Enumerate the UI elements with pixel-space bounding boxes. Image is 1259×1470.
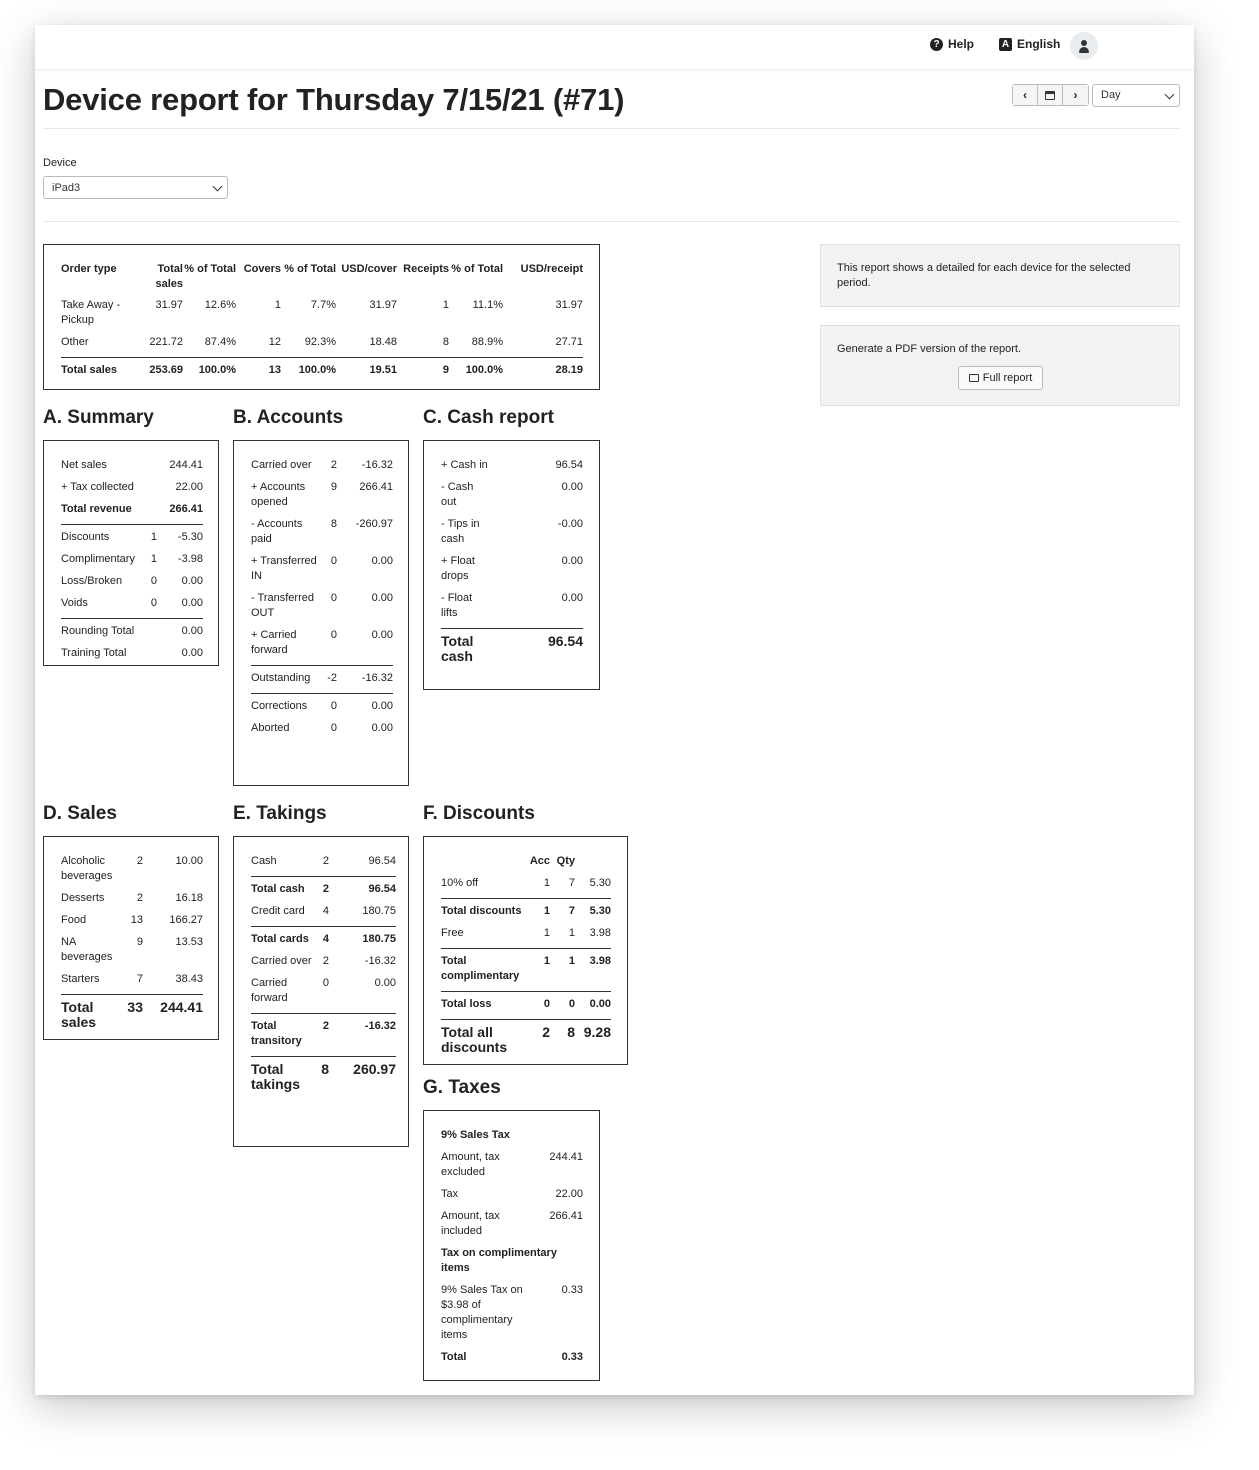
table-row <box>61 935 203 972</box>
table-cell: + Cash in <box>441 459 488 471</box>
table-cell: Training Total <box>61 647 127 659</box>
table-cell: Total takings <box>251 1057 313 1100</box>
table-cell: 0.00 <box>181 597 203 609</box>
table-row <box>61 298 583 335</box>
table-cell: 2 <box>322 955 329 967</box>
table-cell: 1 <box>543 877 550 889</box>
table-cell: 0.00 <box>157 619 203 647</box>
table-cell: 0.00 <box>371 722 393 734</box>
table-row <box>61 458 203 480</box>
table-cell: 0.00 <box>561 481 583 493</box>
table-cell: - Cash out <box>441 481 474 508</box>
table-cell: Corrections <box>251 694 317 722</box>
table-cell: 10.00 <box>175 855 203 867</box>
table-cell: 7 <box>136 973 143 985</box>
chevron-right-icon: › <box>1073 88 1078 102</box>
table-cell: 9 <box>136 936 143 948</box>
table-cell: 12.6% <box>204 299 236 311</box>
table-cell: 244.41 <box>169 459 203 471</box>
table-cell: -2 <box>317 666 337 694</box>
table-cell: -16.32 <box>361 459 393 471</box>
table-cell <box>141 619 157 647</box>
table-row <box>251 694 393 722</box>
table-row <box>61 525 203 553</box>
tax-heading: 9% Sales Tax <box>441 1129 510 1141</box>
table-cell: Other <box>61 336 89 348</box>
column-header: % of Total <box>284 263 336 275</box>
table-row <box>441 899 611 927</box>
calendar-icon <box>1045 91 1055 100</box>
section-title: C. Cash report <box>423 407 554 428</box>
table-cell: 260.97 <box>329 1057 396 1100</box>
table-cell: 96.54 <box>491 629 583 672</box>
column-header <box>575 854 611 876</box>
table-cell: 266.41 <box>549 1210 583 1222</box>
full-report-label: Full report <box>982 371 1033 384</box>
table-cell: Complimentary <box>61 553 135 565</box>
table-row <box>251 1014 396 1057</box>
table-row <box>441 992 611 1020</box>
table-cell <box>141 480 157 502</box>
user-icon <box>1081 40 1087 46</box>
table-cell: 92.3% <box>304 336 336 348</box>
table-row <box>441 458 583 480</box>
table-cell: 88.9% <box>471 336 503 348</box>
table-cell: Total sales <box>61 358 131 379</box>
table-cell: 2 <box>136 892 143 904</box>
table-row <box>251 628 393 666</box>
table-cell: Outstanding <box>251 666 317 694</box>
table-cell: 0 <box>330 555 337 567</box>
table-cell: Carried over <box>251 459 312 471</box>
help-label: Help <box>948 37 975 51</box>
table-cell: + Float drops <box>441 555 475 582</box>
table-cell: Discounts <box>61 525 141 553</box>
column-header <box>441 854 525 876</box>
table-row <box>61 646 203 668</box>
table-cell: 266.41 <box>169 503 203 515</box>
table-cell: 13 <box>130 914 143 926</box>
table-cell: 8 <box>442 336 449 348</box>
table-cell: 2 <box>313 1014 329 1057</box>
table-row <box>251 591 393 628</box>
table-cell: 9 <box>330 481 337 493</box>
table-cell: 244.41 <box>143 995 203 1038</box>
table-header-row <box>61 262 583 298</box>
table-row <box>441 1150 583 1187</box>
sales-table <box>61 854 203 1037</box>
table-cell: 0 <box>330 629 337 641</box>
column-header: Qty <box>556 855 575 867</box>
table-cell: Tax <box>441 1188 459 1200</box>
table-row <box>251 877 396 905</box>
column-header: USD/receipt <box>520 263 583 275</box>
table-cell: Total cards <box>251 927 313 955</box>
table-row <box>61 480 203 502</box>
report-description: This report shows a detailed for each device for the selected period. <box>837 262 1131 289</box>
table-cell: 3.98 <box>589 927 611 939</box>
table-cell: 1 <box>525 949 550 992</box>
language-switcher[interactable] <box>999 37 1060 51</box>
device-label: Device <box>43 157 77 169</box>
table-row <box>251 954 396 976</box>
table-cell: + Tax collected <box>61 481 134 493</box>
printer-icon <box>969 374 979 382</box>
table-cell: 0 <box>322 977 329 989</box>
column-header: Covers <box>243 263 281 275</box>
table-cell: 0.00 <box>371 629 393 641</box>
device-select[interactable] <box>43 176 228 199</box>
table-cell: Total transitory <box>251 1014 313 1057</box>
table-cell: Total cash <box>251 877 313 905</box>
table-cell: 100.0% <box>281 358 336 379</box>
table-cell: 8 <box>313 1057 329 1100</box>
table-cell: 1 <box>141 525 157 553</box>
table-cell: 4 <box>313 927 329 955</box>
table-cell: -260.97 <box>355 518 393 530</box>
table-row <box>441 517 583 554</box>
order-type-table <box>61 262 583 378</box>
table-row <box>61 502 203 525</box>
table-cell: 10% off <box>441 877 479 889</box>
table-cell: 0 <box>150 575 157 587</box>
table-cell: 19.51 <box>336 358 397 379</box>
table-cell: 0.00 <box>371 592 393 604</box>
table-row <box>441 949 611 992</box>
table-row <box>61 552 203 574</box>
device-select-value: iPad3 <box>52 182 81 194</box>
table-cell: 0 <box>330 592 337 604</box>
table-cell: 0 <box>150 597 157 609</box>
divider <box>43 221 1180 222</box>
table-cell: 0.00 <box>561 592 583 604</box>
table-cell: -16.32 <box>329 1014 396 1057</box>
table-cell: 5.30 <box>575 899 611 927</box>
discounts-panel <box>423 836 628 1065</box>
table-row <box>441 591 583 629</box>
table-cell: 5.30 <box>589 877 611 889</box>
table-cell: 0.33 <box>561 1284 583 1296</box>
table-cell: 12 <box>268 336 281 348</box>
table-cell: 1 <box>543 927 550 939</box>
table-cell: + Carried forward <box>251 629 297 656</box>
table-cell: 8 <box>550 1020 575 1063</box>
section-title: G. Taxes <box>423 1077 501 1098</box>
column-header: USD/cover <box>341 263 397 275</box>
table-cell: 2 <box>322 855 329 867</box>
table-cell: 0 <box>525 992 550 1020</box>
table-cell: 0.00 <box>181 647 203 659</box>
table-row <box>251 517 393 554</box>
table-cell: 18.48 <box>369 336 397 348</box>
table-header-row <box>441 854 611 876</box>
table-row <box>251 554 393 591</box>
table-cell: 96.54 <box>555 459 583 471</box>
table-row <box>61 972 203 995</box>
table-cell: - Float lifts <box>441 592 473 619</box>
table-cell: + Accounts opened <box>251 481 306 508</box>
table-cell: 0.00 <box>374 977 396 989</box>
calendar-button[interactable] <box>1038 85 1063 105</box>
table-cell: Carried forward <box>251 977 288 1004</box>
table-row <box>441 1209 583 1246</box>
table-cell: 180.75 <box>362 905 396 917</box>
table-cell: -16.32 <box>337 666 393 694</box>
table-cell: 166.27 <box>169 914 203 926</box>
table-cell: 2 <box>525 1020 550 1063</box>
table-cell: 1 <box>150 553 157 565</box>
table-row <box>441 1128 583 1150</box>
table-cell: 31.97 <box>155 299 183 311</box>
table-cell: 2 <box>313 877 329 905</box>
table-cell: 253.69 <box>131 358 183 379</box>
chevron-left-icon: ‹ <box>1023 88 1027 102</box>
table-cell: Aborted <box>251 722 290 734</box>
cash-report-table <box>441 458 583 671</box>
table-row <box>441 926 611 949</box>
table-cell <box>141 458 157 480</box>
table-cell: - Transferred OUT <box>251 592 314 619</box>
table-row <box>251 904 396 927</box>
table-total-row <box>61 995 203 1038</box>
language-label: English <box>1017 37 1061 51</box>
takings-table <box>251 854 396 1099</box>
table-cell: Starters <box>61 973 100 985</box>
help-icon: ? <box>930 38 943 51</box>
table-row <box>61 619 203 647</box>
full-report-button[interactable] <box>958 366 1043 390</box>
report-description-box <box>820 244 1180 307</box>
column-header: Acc <box>529 855 550 867</box>
table-cell: 96.54 <box>368 855 396 867</box>
table-cell: - Tips in cash <box>441 518 480 545</box>
discounts-table <box>441 854 611 1062</box>
column-header: % of Total <box>184 263 236 275</box>
table-cell: 0.00 <box>337 694 393 722</box>
table-row <box>251 854 396 877</box>
table-cell: Amount, tax excluded <box>441 1151 500 1178</box>
prev-day-button[interactable] <box>1013 85 1038 105</box>
table-row <box>441 876 611 899</box>
table-cell: 2 <box>136 855 143 867</box>
page-title: Device report for Thursday 7/15/21 (#71) <box>43 82 625 117</box>
table-cell: Total loss <box>441 992 525 1020</box>
table-cell: 100.0% <box>183 358 236 379</box>
report-window <box>35 25 1194 1395</box>
table-cell: 0.00 <box>575 992 611 1020</box>
section-title: D. Sales <box>43 803 117 824</box>
table-cell: Net sales <box>61 459 107 471</box>
table-row <box>61 913 203 935</box>
table-cell: 28.19 <box>503 358 583 379</box>
period-select-value: Day <box>1101 89 1121 101</box>
table-cell: 1 <box>550 949 575 992</box>
pdf-description: Generate a PDF version of the report. <box>837 343 1022 355</box>
table-cell: 0 <box>317 694 337 722</box>
table-row <box>251 927 396 955</box>
next-day-button[interactable] <box>1063 85 1088 105</box>
table-cell: Total complimentary <box>441 949 525 992</box>
cash-report-panel <box>423 440 600 690</box>
table-row <box>251 976 396 1014</box>
table-row <box>441 1246 583 1283</box>
table-cell: 33 <box>123 995 143 1038</box>
pdf-box <box>820 325 1180 406</box>
table-cell: -16.32 <box>364 955 396 967</box>
table-cell: 38.43 <box>175 973 203 985</box>
table-cell: 0 <box>330 722 337 734</box>
table-cell: -0.00 <box>557 518 583 530</box>
column-header: % of Total <box>451 263 503 275</box>
chevron-down-icon <box>213 182 223 192</box>
column-header: Receipts <box>403 263 449 275</box>
table-cell: 7 <box>550 899 575 927</box>
table-cell: 16.18 <box>175 892 203 904</box>
accounts-table <box>251 458 393 743</box>
table-cell: 13.53 <box>175 936 203 948</box>
table-cell: 100.0% <box>449 358 503 379</box>
table-row <box>441 480 583 517</box>
table-total-row <box>441 1020 611 1063</box>
accounts-panel <box>233 440 409 786</box>
table-cell: Take Away - Pickup <box>61 299 121 326</box>
table-cell: 221.72 <box>149 336 183 348</box>
table-row <box>441 1283 583 1350</box>
section-title: E. Takings <box>233 803 327 824</box>
table-cell: 7 <box>568 877 575 889</box>
table-row <box>441 1187 583 1209</box>
table-row <box>61 854 203 891</box>
table-cell: Carried over <box>251 955 312 967</box>
table-total-row <box>441 629 583 672</box>
table-cell: 1 <box>568 927 575 939</box>
table-row <box>61 596 203 619</box>
table-cell: 87.4% <box>204 336 236 348</box>
table-cell: Total all discounts <box>441 1020 525 1063</box>
table-cell: 96.54 <box>329 877 396 905</box>
table-cell: -5.30 <box>157 525 203 553</box>
takings-panel <box>233 836 409 1147</box>
taxes-table <box>441 1128 583 1372</box>
table-cell: Total cash <box>441 629 491 672</box>
table-row <box>251 480 393 517</box>
table-cell: 0.33 <box>561 1351 583 1363</box>
language-icon: A <box>999 38 1012 51</box>
table-cell: + Transferred IN <box>251 555 317 582</box>
table-cell: Total discounts <box>441 899 525 927</box>
table-cell: Total revenue <box>61 503 132 515</box>
summary-table <box>61 458 203 668</box>
user-avatar-button[interactable] <box>1070 32 1098 60</box>
table-cell: 31.97 <box>555 299 583 311</box>
table-cell: 7.7% <box>310 299 336 311</box>
date-navigation <box>1012 84 1089 106</box>
table-row <box>61 574 203 596</box>
table-cell: 27.71 <box>555 336 583 348</box>
divider <box>43 128 1180 129</box>
table-cell: Total sales <box>61 995 123 1038</box>
tax-comp-heading: Tax on complimentary items <box>441 1247 557 1274</box>
table-cell: 1 <box>442 299 449 311</box>
summary-panel <box>43 440 219 666</box>
table-cell <box>141 646 157 668</box>
table-cell: 11.1% <box>472 299 503 311</box>
table-cell: Cash <box>251 855 277 867</box>
table-cell: 22.00 <box>555 1188 583 1200</box>
top-navbar <box>35 25 1194 69</box>
section-title: F. Discounts <box>423 803 535 824</box>
table-cell: Food <box>61 914 87 926</box>
table-cell: 1 <box>525 899 550 927</box>
table-row <box>251 721 393 743</box>
table-cell: 9% Sales Tax on $3.98 of complimentary items <box>441 1284 523 1341</box>
table-cell: 9.28 <box>575 1020 611 1063</box>
table-cell: 8 <box>330 518 337 530</box>
table-cell: 2 <box>330 459 337 471</box>
table-cell: 0.00 <box>181 575 203 587</box>
table-row <box>61 891 203 913</box>
section-title: B. Accounts <box>233 407 344 428</box>
section-title: A. Summary <box>43 407 154 428</box>
taxes-panel <box>423 1110 600 1381</box>
table-cell: 0.00 <box>371 555 393 567</box>
table-total-row <box>251 1057 396 1100</box>
table-cell: Loss/Broken <box>61 575 123 587</box>
table-cell: 244.41 <box>549 1151 583 1163</box>
table-row <box>251 666 393 694</box>
table-cell: Amount, tax included <box>441 1210 500 1237</box>
table-cell: 180.75 <box>329 927 396 955</box>
table-cell: 4 <box>322 905 329 917</box>
table-cell: 31.97 <box>369 299 397 311</box>
table-cell: 266.41 <box>359 481 393 493</box>
table-cell: Voids <box>61 597 88 609</box>
table-cell: Total <box>441 1351 467 1363</box>
table-cell: Credit card <box>251 905 305 917</box>
table-row <box>251 458 393 480</box>
table-cell: Desserts <box>61 892 105 904</box>
column-header: Order type <box>61 263 117 275</box>
chevron-down-icon <box>1165 90 1175 100</box>
table-cell <box>141 502 157 525</box>
table-cell: -3.98 <box>177 553 203 565</box>
table-cell: 3.98 <box>575 949 611 992</box>
table-cell: 13 <box>236 358 281 379</box>
table-cell: Free <box>441 927 464 939</box>
table-cell: 9 <box>397 358 449 379</box>
table-cell: Rounding Total <box>61 619 141 647</box>
table-cell: Alcoholic beverages <box>61 855 113 882</box>
user-icon-body <box>1079 47 1089 53</box>
table-cell: 0 <box>550 992 575 1020</box>
table-total-row <box>441 1350 583 1372</box>
table-cell: 0.00 <box>561 555 583 567</box>
column-header: Total sales <box>155 263 183 290</box>
table-total-row <box>61 358 583 379</box>
table-cell: 22.00 <box>175 481 203 493</box>
sales-panel <box>43 836 219 1040</box>
help-link[interactable] <box>930 37 974 51</box>
order-type-panel <box>43 244 600 390</box>
period-select[interactable] <box>1092 84 1180 107</box>
table-cell: 1 <box>274 299 281 311</box>
table-row <box>441 554 583 591</box>
table-cell: - Accounts paid <box>251 518 303 545</box>
table-cell: NA beverages <box>61 936 113 963</box>
table-row <box>61 335 583 358</box>
